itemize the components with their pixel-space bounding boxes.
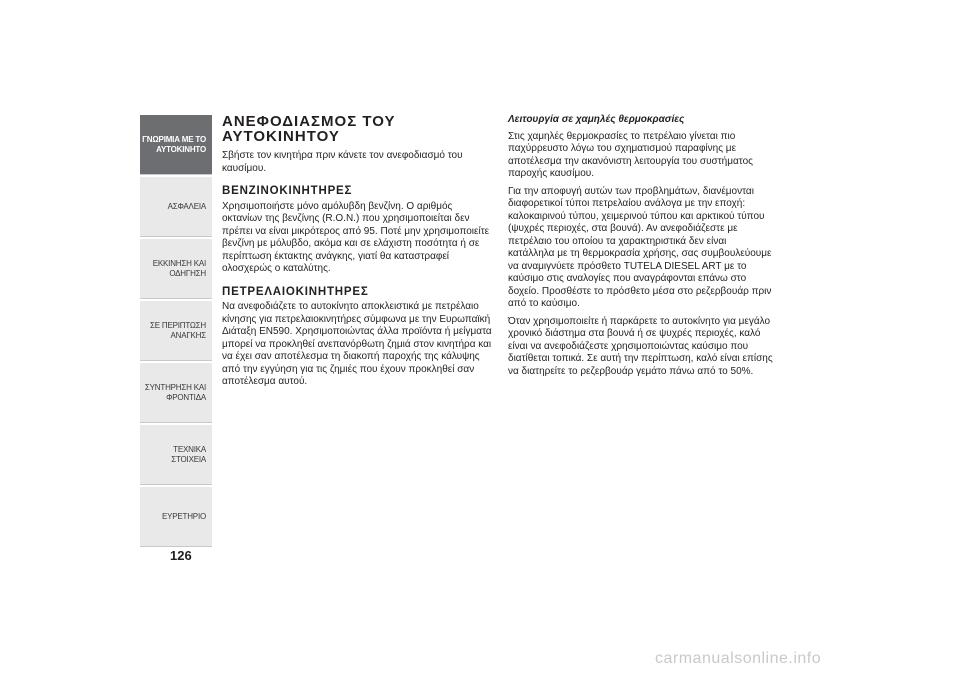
diesel-text: Να ανεφοδιάζετε το αυτοκίνητο αποκλειστικά με πετρέλαιο κίνησης για πετρελαιοκινητήρες σύμφωνα με την Ευρωπαϊκή Διάταξη EN590. Χρησιμοποιώντας άλλα προϊόντα ή μείγματα μπορεί να προκληθεί ανεπανόρθωτη ζημιά στον κινητήρα και να έχει σαν αποτέλεσμα τη διακοπή παροχής της κάλυψης από την εγγύηση για τις ζημιές που έχουν προκληθεί σαν αποτέλεσμα αυτού. — [222, 301, 492, 387]
right-column — [508, 114, 774, 383]
petrol-text: Χρησιμοποιήστε μόνο αμόλυβδη βενζίνη. Ο αριθμός οκτανίων της βενζίνης (R.O.N.) που χρησιμοποιείται δεν πρέπει να είναι μικρότερος από 95. Ποτέ μην χρησιμοποιείτε βενζίνη με μόλυβδο, ακόμα και σε ελάχιστη ποσότητα ή σε περίπτωση έκτακτης ανάγκης, γιατί θα καταστραφεί ολοσχερώς ο καταλύτης. — [222, 200, 490, 274]
tab-maintenance[interactable]: ΣΥΝΤΗΡΗΣΗ ΚΑΙ ΦΡΟΝΤΙΔΑ — [140, 363, 212, 423]
low-temp-paragraph-3: Όταν χρησιμοποιείτε ή παρκάρετε το αυτοκίνητο για μεγάλο χρονικό διάστημα στα βουνά ή σε ψυχρές περιοχές, καλό είναι να ανεφοδιάζεστε χρησιμοποιώντας καύσιμο που διατίθεται τοπικά. Σε αυτή την περίπτωση, καλό είναι επίσης να διατηρείτε το ρεζερβουάρ γεμάτο πάνω από το 50%. — [508, 315, 773, 377]
low-temp-heading: Λειτουργία σε χαμηλές θερμοκρασίες — [508, 114, 685, 125]
watermark: carmanualsonline.info — [655, 650, 822, 667]
low-temp-paragraph-2: Για την αποφυγή αυτών των προβλημάτων, διανέμονται διαφορετικοί τύποι πετρελαίου ανάλογα με την εποχή: καλοκαιρινού τύπου, χειμερινού τύπου και αρκτικού τύπου (ψυχρές περιοχές, στα βουνά). Αν ανεφοδιάζεστε με πετρέλαιο του οποίου τα χαρακτηριστικά δεν είναι κατάλληλα με τη θερμοκρασία χρήσης, σας συμβουλεύουμε να αναμιγνύετε πρόσθετο TUTELA DIESEL ART με το καύσιμο στις αναλογίες που αναγράφονται επάνω στο δοχείο. Προσθέστε το πρόσθετο μέσα στο ρεζερβουάρ πριν από το καύσιμο. — [508, 185, 772, 309]
diesel-heading: ΠΕΤΡΕΛΑΙΟΚΙΝΗΤΗΡΕΣ — [222, 285, 369, 298]
intro-text: Σβήστε τον κινητήρα πριν κάνετε τον ανεφοδιασμό του καυσίμου. — [222, 150, 463, 174]
petrol-heading: ΒΕΝΖΙΝΟΚΙΝΗΤΗΡΕΣ — [222, 185, 353, 197]
tab-technical-data[interactable]: ΤΕΧΝΙΚΑ ΣΤΟΙΧΕΙΑ — [140, 425, 212, 485]
chapter-sidebar — [140, 115, 212, 549]
page-title: ΑΝΕΦΟΔΙΑΣΜΟΣ ΤΟΥ ΑΥΤΟΚΙΝΗΤΟΥ — [222, 113, 396, 145]
tab-safety[interactable]: ΑΣΦΑΛΕΙΑ — [140, 177, 212, 237]
left-column — [222, 114, 494, 393]
tab-emergency[interactable]: ΣΕ ΠΕΡΙΠΤΩΣΗ ΑΝΑΓΚΗΣ — [140, 301, 212, 361]
page-number: 126 — [170, 548, 192, 563]
tab-starting-driving[interactable]: ΕΚΚΙΝΗΣΗ ΚΑΙ ΟΔΗΓΗΣΗ — [140, 239, 212, 299]
tab-index[interactable]: ΕΥΡΕΤΗΡΙΟ — [140, 487, 212, 547]
tab-getting-to-know-car[interactable]: ΓΝΩΡΙΜΙΑ ΜΕ ΤΟ ΑΥΤΟΚΙΝΗΤΟ — [140, 115, 212, 175]
low-temp-paragraph-1: Στις χαμηλές θερμοκρασίες το πετρέλαιο γίνεται πιο παχύρρευστο λόγω του σχηματισμού παραφίνης με αποτέλεσμα την ακανόνιστη λειτουργία του συστήματος παροχής καυσίμου. — [508, 130, 753, 179]
